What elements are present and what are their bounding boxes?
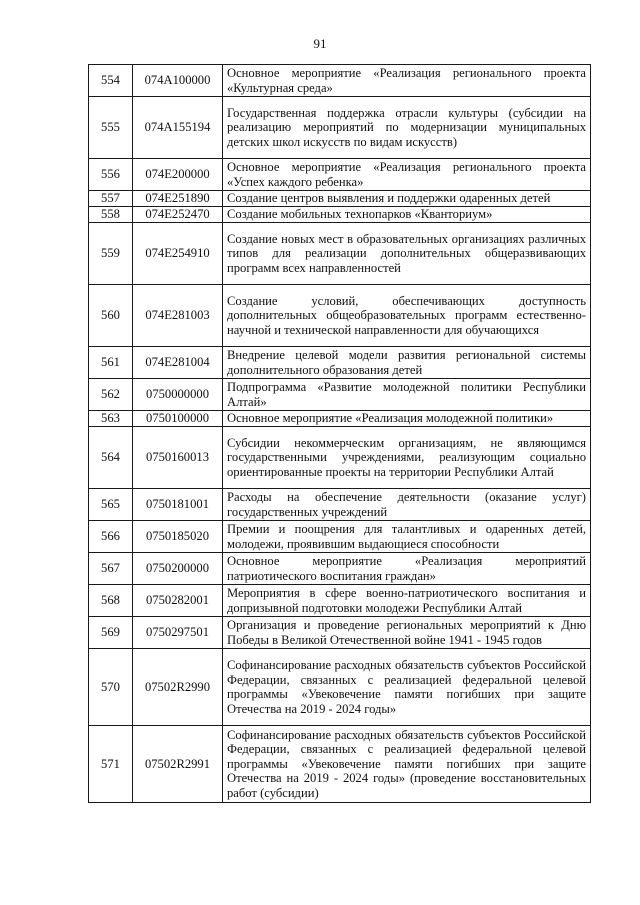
- expense-name: Субсидии некоммерческим организациям, не являющимся государственными учреждениями, реализующим социально ориентированные проекты на территории Республики Алтай: [223, 427, 591, 489]
- classification-code: 074E254910: [133, 223, 223, 285]
- expense-name: Подпрограмма «Развитие молодежной политики Республики Алтай»: [223, 379, 591, 411]
- classification-code: 07502R2991: [133, 726, 223, 803]
- expense-name: Премии и поощрения для талантливых и одаренных детей, молодежи, проявившим выдающиеся способности: [223, 521, 591, 553]
- row-number: 566: [89, 521, 133, 553]
- classification-code: 0750181001: [133, 489, 223, 521]
- expense-name: Государственная поддержка отрасли культуры (субсидии на реализацию мероприятий по модернизации муниципальных детских школ искусств по видам искусств): [223, 97, 591, 159]
- row-number: 555: [89, 97, 133, 159]
- classification-code: 0750160013: [133, 427, 223, 489]
- table-row: [89, 347, 591, 379]
- row-number: 564: [89, 427, 133, 489]
- classification-code: 074E252470: [133, 207, 223, 223]
- expense-name: Основное мероприятие «Реализация регионального проекта «Культурная среда»: [223, 65, 591, 97]
- table-row: [89, 191, 591, 207]
- row-number: 554: [89, 65, 133, 97]
- row-number: 562: [89, 379, 133, 411]
- classification-code: 074E281004: [133, 347, 223, 379]
- table-row: [89, 617, 591, 649]
- classification-code: 07502R2990: [133, 649, 223, 726]
- table-row: [89, 207, 591, 223]
- page-number: 91: [313, 36, 327, 51]
- row-number: 557: [89, 191, 133, 207]
- table-row: [89, 97, 591, 159]
- row-number: 570: [89, 649, 133, 726]
- row-number: 563: [89, 411, 133, 427]
- expense-name: Создание условий, обеспечивающих доступность дополнительных общеобразовательных программ естественно-научной и технической направленности для обучающихся: [223, 285, 591, 347]
- row-number: 560: [89, 285, 133, 347]
- table-row: [89, 726, 591, 803]
- classification-code: 0750185020: [133, 521, 223, 553]
- table-row: [89, 379, 591, 411]
- table-row: [89, 411, 591, 427]
- row-number: 559: [89, 223, 133, 285]
- budget-classification-table: [88, 64, 591, 803]
- table-row: [89, 489, 591, 521]
- table-row: [89, 285, 591, 347]
- row-number: 558: [89, 207, 133, 223]
- expense-name: Организация и проведение региональных мероприятий к Дню Победы в Великой Отечественной войне 1941 - 1945 годов: [223, 617, 591, 649]
- table-row: [89, 553, 591, 585]
- expense-name: Создание мобильных технопарков «Кванториум»: [223, 207, 591, 223]
- expense-name: Основное мероприятие «Реализация мероприятий патриотического воспитания граждан»: [223, 553, 591, 585]
- expense-name: Основное мероприятие «Реализация молодежной политики»: [223, 411, 591, 427]
- classification-code: 074A100000: [133, 65, 223, 97]
- table-row: [89, 223, 591, 285]
- classification-code: 074E281003: [133, 285, 223, 347]
- classification-code: 0750000000: [133, 379, 223, 411]
- table-row: [89, 649, 591, 726]
- row-number: 561: [89, 347, 133, 379]
- classification-code: 074A155194: [133, 97, 223, 159]
- classification-code: 0750100000: [133, 411, 223, 427]
- table-row: [89, 159, 591, 191]
- row-number: 567: [89, 553, 133, 585]
- classification-code: 0750282001: [133, 585, 223, 617]
- table-row: [89, 521, 591, 553]
- row-number: 571: [89, 726, 133, 803]
- classification-code: 0750200000: [133, 553, 223, 585]
- classification-code: 074E251890: [133, 191, 223, 207]
- expense-name: Расходы на обеспечение деятельности (оказание услуг) государственных учреждений: [223, 489, 591, 521]
- table-row: [89, 65, 591, 97]
- classification-code: 074E200000: [133, 159, 223, 191]
- expense-name: Софинансирование расходных обязательств субъектов Российской Федерации, связанных с реализацией федеральной целевой программы «Увековечение памяти погибших при защите Отечества на 2019 - 2024 годы»: [223, 649, 591, 726]
- expense-name: Создание центров выявления и поддержки одаренных детей: [223, 191, 591, 207]
- classification-code: 0750297501: [133, 617, 223, 649]
- expense-name: Основное мероприятие «Реализация регионального проекта «Успех каждого ребенка»: [223, 159, 591, 191]
- expense-name: Мероприятия в сфере военно-патриотического воспитания и допризывной подготовки молодежи Республики Алтай: [223, 585, 591, 617]
- row-number: 565: [89, 489, 133, 521]
- expense-name: Внедрение целевой модели развития региональной системы дополнительного образования детей: [223, 347, 591, 379]
- row-number: 569: [89, 617, 133, 649]
- row-number: 556: [89, 159, 133, 191]
- row-number: 568: [89, 585, 133, 617]
- expense-name: Софинансирование расходных обязательств субъектов Российской Федерации, связанных с реализацией федеральной целевой программы «Увековечение памяти погибших при защите Отечества на 2019 - 2024 годы» (проведение восстановительных работ (субсидии): [223, 726, 591, 803]
- expense-name: Создание новых мест в образовательных организациях различных типов для реализации дополнительных общеразвивающих программ всех направленностей: [223, 223, 591, 285]
- table-row: [89, 427, 591, 489]
- table-row: [89, 585, 591, 617]
